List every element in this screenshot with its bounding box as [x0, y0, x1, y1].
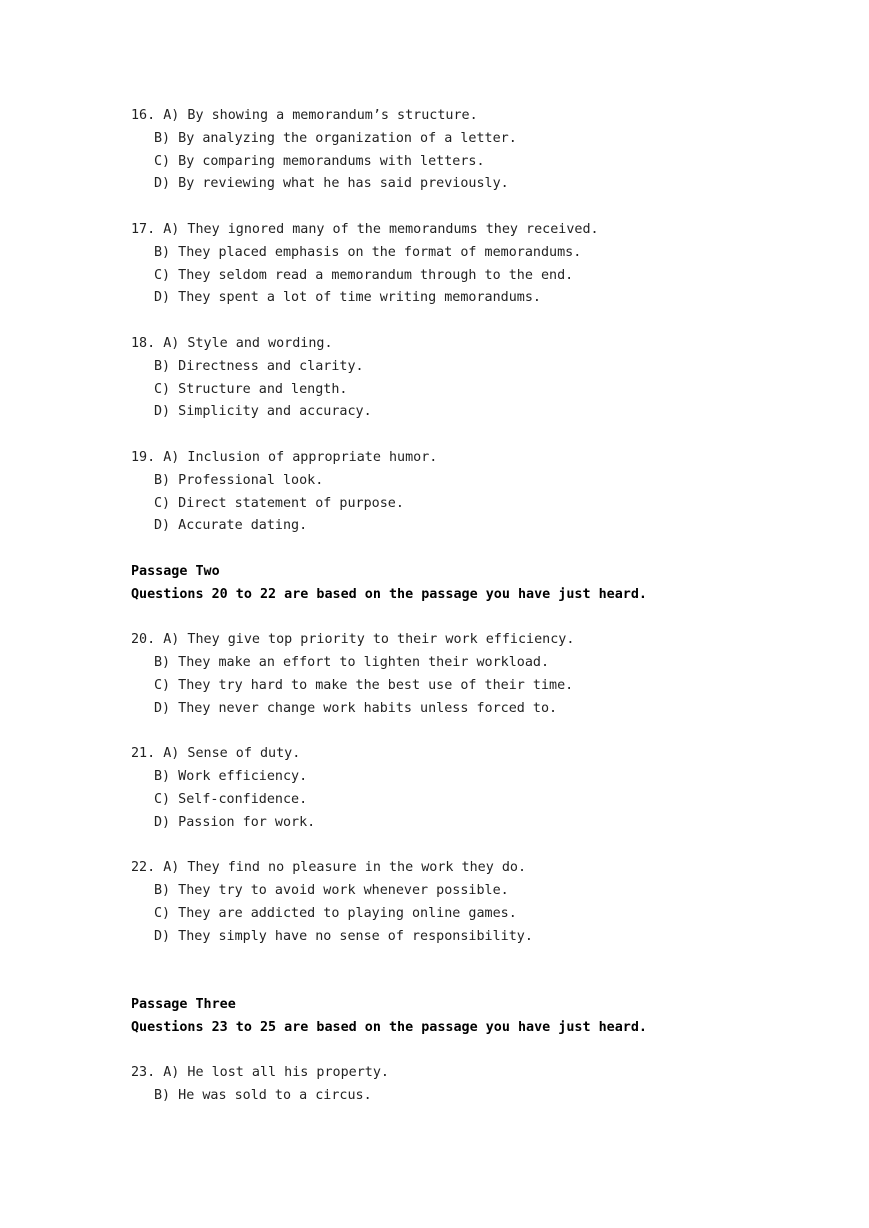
spacer: [131, 607, 831, 630]
question-line: [131, 629, 831, 652]
option-d: D) Passion for work.: [154, 814, 316, 830]
option-a: A) They give top priority to their work efficiency.: [163, 632, 575, 648]
passage-two-header: [131, 561, 831, 607]
spacer: [131, 1040, 831, 1063]
option-d: D) They never change work habits unless forced to.: [154, 700, 558, 716]
spacer: [131, 538, 831, 561]
question-line: [131, 333, 831, 356]
option-a: A) Inclusion of appropriate humor.: [163, 449, 438, 465]
option-d: D) Simplicity and accuracy.: [154, 404, 372, 420]
option-b: B) He was sold to a circus.: [154, 1088, 372, 1104]
passage-three-header: [131, 994, 831, 1040]
option-c: C) They try hard to make the best use of their time.: [154, 677, 574, 693]
question-number: 19.: [131, 449, 156, 465]
option-c: C) Direct statement of purpose.: [154, 495, 404, 511]
question-line: [131, 105, 831, 128]
question-number: 20.: [131, 632, 156, 648]
spacer: [131, 424, 831, 447]
question-number: 18.: [131, 335, 156, 351]
question-20: [131, 629, 831, 720]
option-c: C) By comparing memorandums with letters.: [154, 153, 485, 169]
question-line: [131, 743, 831, 766]
question-21: [131, 743, 831, 834]
question-16: [131, 105, 831, 196]
option-d: D) They simply have no sense of responsibility.: [154, 928, 533, 944]
question-number: 22.: [131, 860, 156, 876]
option-a: A) Sense of duty.: [163, 746, 301, 762]
option-a: A) They find no pleasure in the work they do.: [163, 860, 527, 876]
question-17: [131, 219, 831, 310]
passage-two-title: Passage Two: [131, 563, 220, 579]
document-page: [131, 105, 831, 1108]
question-22: [131, 857, 831, 948]
spacer: [131, 196, 831, 219]
question-number: 16.: [131, 108, 156, 123]
option-d: D) They spent a lot of time writing memorandums.: [154, 290, 541, 306]
spacer: [131, 835, 831, 858]
option-c: C) They seldom read a memorandum through to the end.: [154, 267, 574, 283]
option-b: B) Work efficiency.: [154, 769, 308, 785]
question-line: [131, 447, 831, 470]
question-number: 21.: [131, 746, 156, 762]
question-line: [131, 219, 831, 242]
option-a: A) Style and wording.: [163, 335, 333, 351]
question-number: 23.: [131, 1065, 156, 1081]
question-23: [131, 1062, 831, 1108]
option-b: B) They make an effort to lighten their workload.: [154, 655, 550, 671]
option-d: D) By reviewing what he has said previously.: [154, 176, 509, 192]
option-b: B) By analyzing the organization of a letter.: [154, 130, 517, 146]
question-number: 17.: [131, 221, 156, 237]
option-b: B) Directness and clarity.: [154, 358, 364, 374]
question-line: [131, 1062, 831, 1085]
option-c: C) Structure and length.: [154, 381, 348, 397]
passage-three-instruction: Questions 23 to 25 are based on the passage you have just heard.: [131, 1019, 647, 1035]
spacer: [131, 721, 831, 744]
question-18: [131, 333, 831, 424]
option-c: C) Self-confidence.: [154, 791, 308, 807]
option-a: A) By showing a memorandum’s structure.: [163, 108, 478, 123]
option-a: A) He lost all his property.: [163, 1065, 389, 1081]
passage-two-instruction: Questions 20 to 22 are based on the passage you have just heard.: [131, 586, 647, 602]
spacer: [131, 948, 831, 994]
option-c: C) They are addicted to playing online games.: [154, 905, 517, 921]
option-d: D) Accurate dating.: [154, 518, 308, 534]
question-19: [131, 447, 831, 538]
passage-three-title: Passage Three: [131, 997, 236, 1013]
option-b: B) They placed emphasis on the format of memorandums.: [154, 244, 582, 260]
question-line: [131, 857, 831, 880]
spacer: [131, 310, 831, 333]
option-b: B) They try to avoid work whenever possible.: [154, 883, 509, 899]
option-b: B) Professional look.: [154, 472, 324, 488]
option-a: A) They ignored many of the memorandums they received.: [163, 221, 599, 237]
